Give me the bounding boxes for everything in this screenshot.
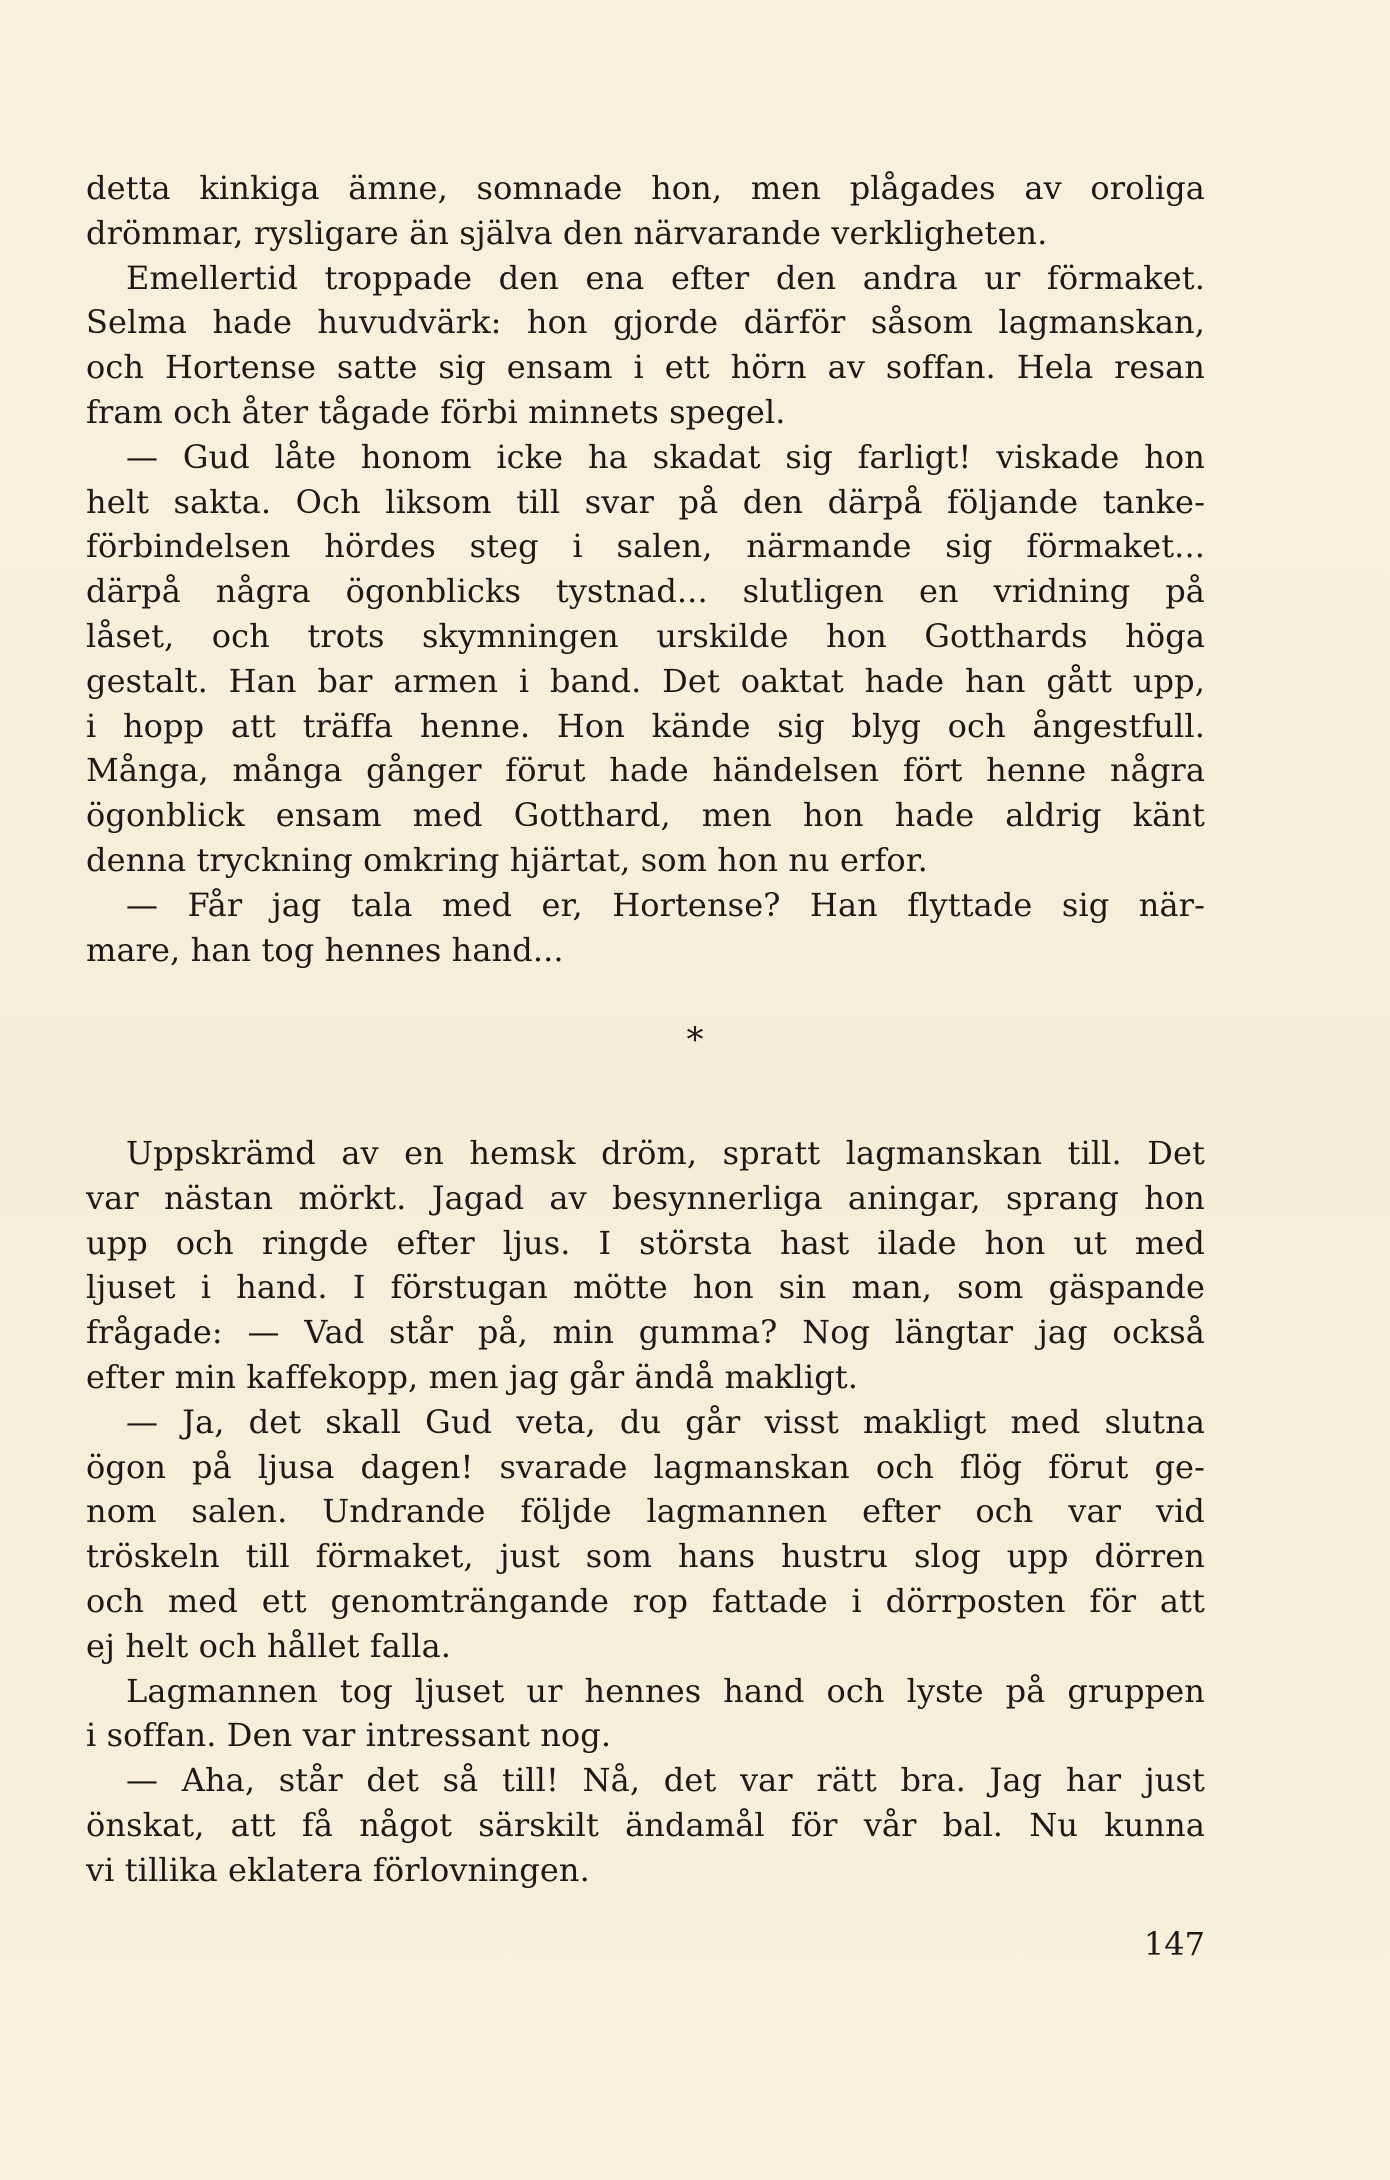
text-line: — Ja, det skall Gud veta, du går visst makligt med slutna: [126, 1402, 1205, 1441]
text-line: — Får jag tala med er, Hortense? Han flyttade sig när-: [126, 885, 1205, 924]
text-line: och Hortense satte sig ensam i ett hörn av soffan. Hela resan: [86, 348, 1205, 387]
page-number: 147: [1143, 1925, 1205, 1963]
text-line: tröskeln till förmaket, just som hans hustru slog upp dörren: [86, 1537, 1205, 1576]
text-line: nom salen. Undrande följde lagmannen efter och var vid: [86, 1492, 1205, 1531]
text-line: önskat, att få något särskilt ändamål för vår bal. Nu kunna: [86, 1805, 1205, 1844]
text-line: Lagmannen tog ljuset ur hennes hand och lyste på gruppen: [126, 1671, 1205, 1710]
text-line: helt sakta. Och liksom till svar på den därpå följande tanke-: [86, 482, 1205, 521]
text-line: i hopp att träffa henne. Hon kände sig blyg och ångestfull.: [86, 706, 1205, 745]
text-line: upp och ringde efter ljus. I största hast ilade hon ut med: [86, 1223, 1205, 1262]
text-line: förbindelsen hördes steg i salen, närmande sig förmaket...: [86, 527, 1205, 566]
text-line: låset, och trots skymningen urskilde hon Gotthards höga: [86, 616, 1205, 655]
text-line: ljuset i hand. I förstugan mötte hon sin man, som gäspande: [86, 1268, 1205, 1307]
text-line: frågade: — Vad står på, min gumma? Nog längtar jag också: [86, 1313, 1205, 1352]
text-line: efter min kaffekopp, men jag går ändå makligt.: [86, 1357, 859, 1396]
text-line: vi tillika eklatera förlovningen.: [86, 1850, 590, 1889]
text-line: ögonblick ensam med Gotthard, men hon hade aldrig känt: [86, 796, 1205, 835]
text-line: — Gud låte honom icke ha skadat sig farligt! viskade hon: [126, 437, 1205, 476]
text-line: Uppskrämd av en hemsk dröm, spratt lagmanskan till. Det: [126, 1134, 1205, 1172]
text-line: gestalt. Han bar armen i band. Det oaktat hade han gått upp,: [86, 661, 1205, 700]
text-line: mare, han tog hennes hand...: [86, 930, 564, 969]
text-line: i soffan. Den var intressant nog.: [86, 1716, 612, 1755]
text-section-1: [86, 166, 1205, 972]
text-line: denna tryckning omkring hjärtat, som hon nu erfor.: [86, 840, 928, 879]
text-line: var nästan mörkt. Jagad av besynnerliga aningar, sprang hon: [86, 1178, 1205, 1217]
text-line: Emellertid troppade den ena efter den andra ur förmaket.: [126, 258, 1205, 297]
text-line: därpå några ögonblicks tystnad... slutligen en vridning på: [86, 572, 1205, 611]
text-line: drömmar, rysligare än själva den närvarande verkligheten.: [86, 213, 1048, 252]
text-line: ögon på ljusa dagen! svarade lagmanskan och flög förut ge-: [86, 1447, 1205, 1486]
text-line: Selma hade huvudvärk: hon gjorde därför såsom lagmanskan,: [86, 303, 1205, 342]
text-line: — Aha, står det så till! Nå, det var rätt bra. Jag har just: [126, 1761, 1205, 1800]
text-line: detta kinkiga ämne, somnade hon, men plågades av oroliga: [86, 169, 1205, 207]
text-line: fram och åter tågade förbi minnets spegel.: [86, 392, 786, 431]
text-line: och med ett genomträngande rop fattade i dörrposten för att: [86, 1581, 1205, 1620]
text-section-2: [86, 1131, 1205, 1893]
text-line: ej helt och hållet falla.: [86, 1626, 452, 1665]
section-separator: *: [686, 1020, 704, 1060]
text-line: Många, många gånger förut hade händelsen fört henne några: [86, 751, 1205, 790]
